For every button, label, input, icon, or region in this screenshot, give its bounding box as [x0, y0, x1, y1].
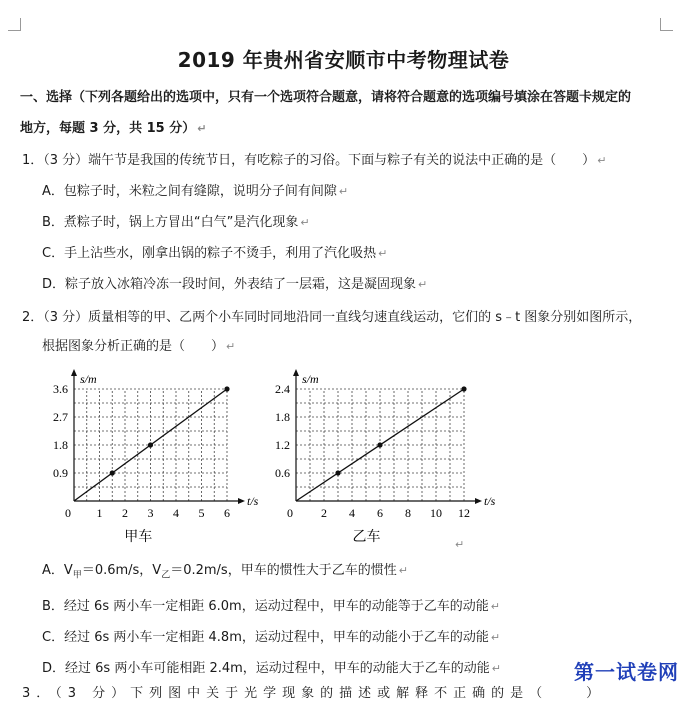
q2-stem-line2-text: 根据图象分析正确的是（ ）	[42, 339, 225, 354]
q1-option-a	[42, 180, 348, 199]
q2-option-c	[42, 626, 500, 645]
paragraph-mark: ↵	[197, 122, 207, 135]
chart-yi	[258, 355, 496, 545]
margin-corner-mark	[8, 18, 21, 31]
q2-option-c-text: C．经过 6s 两小车一定相距 4.8m，运动过程中，甲车的动能小于乙车的动能	[42, 630, 489, 645]
q1-option-c-text: C．手上沾些水，刚拿出锅的粽子不烫手，利用了汽化吸热	[42, 246, 377, 261]
y-tick-label: 2.4	[275, 382, 290, 396]
q2-stem-line1: 2．（3 分）质量相等的甲、乙两个小车同时同地沿同一直线匀速直线运动，它们的 s﹣t 图象分别如图所示，	[22, 310, 642, 325]
q1-stem	[22, 149, 606, 168]
q1-option-d	[42, 273, 427, 292]
page-title: 2019 年贵州省安顺市中考物理试卷	[177, 48, 510, 72]
x-tick-label: 12	[458, 506, 470, 520]
x-tick-label: 8	[405, 506, 411, 520]
q2-option-d	[42, 657, 501, 676]
x-tick-label: 1	[96, 506, 103, 520]
q1-stem-text: 1．（3 分）端午节是我国的传统节日，有吃粽子的习俗。下面与粽子有关的说法中正确的是（ ）	[22, 153, 596, 168]
paragraph-mark: ↵	[490, 631, 501, 644]
x-tick-label: 4	[173, 506, 179, 520]
data-point	[148, 442, 153, 447]
x-tick-label: 6	[377, 506, 383, 520]
q1-option-d-text: D．粽子放入冰箱冷冻一段时间，外表结了一层霜，这是凝固现象	[42, 277, 417, 292]
x-axis-arrow	[475, 498, 482, 504]
q2-option-b	[42, 595, 500, 614]
q2-option-a-sub-jia: 甲	[72, 570, 82, 581]
x-tick-label: 2	[122, 506, 128, 520]
paragraph-mark: ↵	[378, 247, 388, 260]
site-watermark-logo: 第一试卷网	[574, 660, 679, 684]
x-tick-label: 2	[321, 506, 327, 520]
chart-caption: 乙车	[352, 529, 381, 545]
x-axis-arrow	[238, 498, 245, 504]
paragraph-mark: ↵	[491, 662, 502, 675]
y-tick-label: 1.8	[275, 410, 290, 424]
section-heading-line1: 一、选择（下列各题给出的选项中，只有一个选项符合题意，请将符合题意的选项编号填涂在答题卡规定的	[20, 90, 632, 105]
section-heading-line2	[20, 117, 206, 136]
q2-stem-line2	[42, 335, 235, 354]
x-tick-label: 0	[287, 506, 293, 520]
q3-partial-line	[0, 686, 687, 701]
y-tick-label: 2.7	[53, 410, 68, 424]
q1-option-b-text: B．煮粽子时，锅上方冒出“白气”是汽化现象	[42, 215, 299, 230]
y-axis-label: s/m	[80, 372, 97, 386]
x-tick-label: 0	[65, 506, 71, 520]
paragraph-mark: ↵	[418, 278, 428, 291]
q2-option-a-mid: ＝0.6m/s，V	[81, 563, 162, 578]
chart-caption: 甲车	[124, 529, 153, 545]
paragraph-mark: ↵	[398, 564, 408, 577]
q1-option-c	[42, 242, 387, 261]
q1-option-b	[42, 211, 310, 230]
data-point	[377, 442, 382, 447]
paragraph-mark: ↵	[490, 600, 500, 613]
margin-corner-mark	[660, 18, 673, 31]
y-tick-label: 1.8	[53, 438, 68, 452]
x-tick-label: 6	[224, 506, 230, 520]
q3-partial-text: 3．（3 分）下列图中关于光学现象的描述或解释不正确的是（ ）	[22, 686, 606, 701]
y-axis-label: s/m	[302, 372, 319, 386]
section-heading-text: 地方，每题 3 分，共 15 分）	[20, 121, 196, 136]
chart-jia	[38, 355, 259, 545]
x-tick-label: 5	[198, 506, 205, 520]
data-point	[224, 386, 229, 391]
q2-option-a-suffix: ＝0.2m/s，甲车的惯性大于乙车的惯性	[170, 563, 397, 578]
x-tick-label: 3	[147, 506, 154, 520]
data-point	[110, 470, 115, 475]
y-tick-label: 1.2	[275, 438, 290, 452]
x-axis-label: t/s	[247, 494, 259, 508]
x-tick-label: 10	[430, 506, 442, 520]
paragraph-mark: ↵	[455, 538, 465, 551]
y-axis-arrow	[293, 369, 299, 376]
data-point	[461, 386, 466, 391]
y-tick-label: 0.9	[53, 466, 68, 480]
q2-option-a-prefix: A．V	[42, 563, 73, 578]
data-point	[335, 470, 340, 475]
q2-option-b-text: B．经过 6s 两小车一定相距 6.0m，运动过程中，甲车的动能等于乙车的动能	[42, 599, 489, 614]
paragraph-mark: ↵	[597, 154, 607, 167]
y-tick-label: 0.6	[275, 466, 290, 480]
q2-option-d-text: D．经过 6s 两小车可能相距 2.4m，运动过程中，甲车的动能大于乙车的动能	[42, 661, 490, 676]
paragraph-mark: ↵	[338, 185, 349, 198]
x-axis-label: t/s	[484, 494, 496, 508]
x-tick-label: 4	[349, 506, 355, 520]
q2-option-a-sub-yi: 乙	[161, 570, 171, 581]
q1-option-a-text: A．包粽子时，米粒之间有缝隙，说明分子间有间隙	[42, 184, 337, 199]
y-axis-arrow	[71, 369, 77, 376]
y-tick-label: 3.6	[53, 382, 68, 396]
paragraph-mark: ↵	[226, 340, 236, 353]
paragraph-mark: ↵	[300, 216, 310, 229]
q2-option-a	[42, 559, 408, 581]
